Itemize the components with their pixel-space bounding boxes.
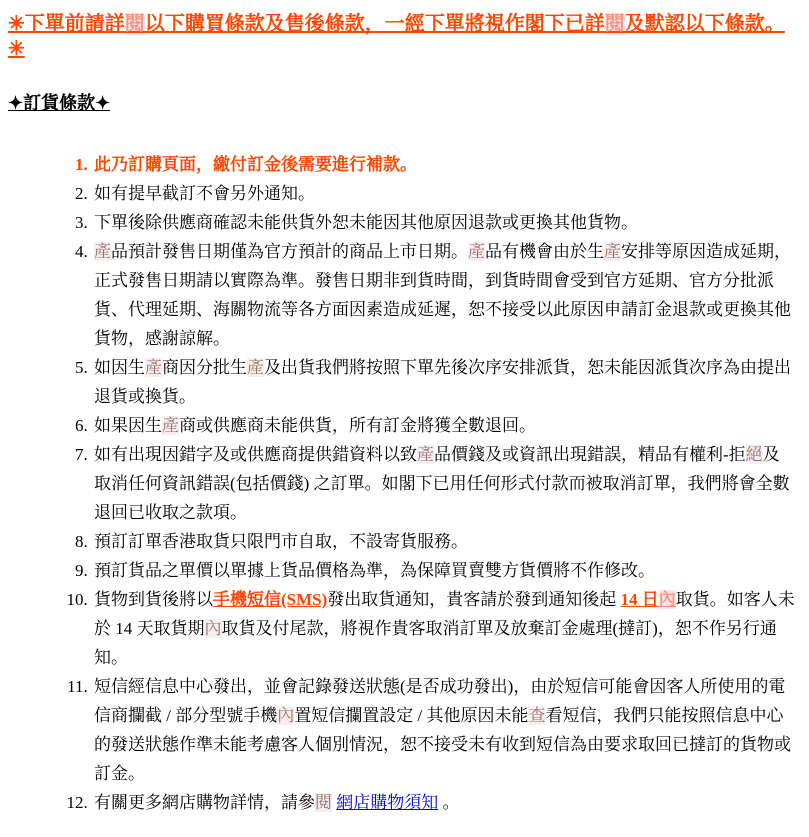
text-segment: 安排等原因造成延期，正式發售日期請以實際為準。發售日期非到貨時間，到貨時間會受到官方延期、官方分批派貨、代理延期、海關物流等各方面因素造成延遲，恕不接受以此原因申請訂金退款或更換其他貨物，感謝諒解。 xyxy=(94,242,791,348)
terms-list xyxy=(0,150,809,837)
text-segment: 如果因生 xyxy=(94,416,162,435)
text-segment: 此乃訂購頁面，繳付訂金後需要進行補款。 xyxy=(94,155,417,174)
text-segment: 內 xyxy=(277,706,295,725)
text-segment: 商因分批生 xyxy=(162,358,247,377)
terms-list-item xyxy=(92,672,795,788)
text-segment: 閱 xyxy=(315,793,332,812)
text-segment: 品價錢及或資訊出現錯誤，精品有權利-拒 xyxy=(434,445,746,464)
text-segment: 如因生 xyxy=(94,358,145,377)
text-segment: 如有提早截訂不會另外通知。 xyxy=(94,184,315,203)
text-segment: 商或供應商未能供貨，所有訂金將獲全數退回。 xyxy=(179,416,536,435)
text-segment: 及默認以下條款。✳ xyxy=(8,13,785,60)
text-segment: 手機短信(SMS) xyxy=(213,590,328,609)
text-segment: 。 xyxy=(438,793,460,812)
terms-page xyxy=(0,12,809,837)
text-segment: 內 xyxy=(658,590,676,609)
text-segment: 及出貨我們將按照下單先後次序安排派貨，恕未能因派貨次序為由提出退貨或換貨。 xyxy=(94,358,791,406)
text-segment: 閱 xyxy=(604,13,625,35)
text-segment: 下單後除供應商確認未能供貨外恕未能因其他原因退款或更換其他貨物。 xyxy=(94,213,638,232)
text-segment: 置短信攔置設定 / 其他原因未能 xyxy=(294,706,529,725)
text-segment: 14 日 xyxy=(620,590,659,609)
terms-list-item xyxy=(92,411,795,440)
text-segment: 品有機會由於生 xyxy=(485,242,604,261)
text-segment: 取貨及付尾款，將視作貴客取消訂單及放棄訂金處理(撻訂)，恕不作另行通知。 xyxy=(94,619,777,667)
text-segment: 產 xyxy=(162,416,179,435)
text-segment: 產 xyxy=(94,242,111,261)
terms-list-item xyxy=(92,237,795,353)
terms-list-item xyxy=(92,150,795,179)
text-segment: 發出取貨通知，貴客請於發到通知後起 xyxy=(327,590,621,609)
text-segment: 內 xyxy=(204,619,222,638)
text-segment: 短信經信息中心發出，並會記錄發送狀態(是否成功發出)，由於短信可能會因客人所使用的電信商攔截 / 部分型號手機 xyxy=(94,677,786,725)
terms-list-item xyxy=(92,179,795,208)
terms-list-item xyxy=(92,440,795,527)
text-segment: 產 xyxy=(468,242,485,261)
terms-list-item xyxy=(92,788,795,817)
text-segment: 產 xyxy=(145,358,162,377)
terms-list-item xyxy=(92,556,795,585)
text-segment: 絕 xyxy=(745,445,763,464)
text-segment: 以下購買條款及售後條款，一經下單將視作閣下已詳 xyxy=(144,13,605,35)
purchase-notice-heading xyxy=(8,12,801,62)
shop-terms-link[interactable]: 網店購物須知 xyxy=(336,793,439,812)
terms-list-item xyxy=(92,527,795,556)
text-segment: 如有出現因錯字及或供應商提供錯資料以致 xyxy=(94,445,417,464)
text-segment: 產 xyxy=(604,242,621,261)
text-segment: 產 xyxy=(417,445,434,464)
order-terms-heading: ✦訂貨條款✦ xyxy=(8,93,111,113)
text-segment: 預訂貨品之單價以單據上貨品價格為準，為保障買賣雙方貨價將不作修改。 xyxy=(94,561,655,580)
text-segment: 產 xyxy=(247,358,264,377)
text-segment: ✳下單前請詳 xyxy=(8,13,125,35)
terms-list-item xyxy=(92,353,795,411)
text-segment: 預訂訂單香港取貨只限門市自取，不設寄貨服務。 xyxy=(94,532,468,551)
text-segment: 及取消任何資訊錯誤(包括價錢) 之訂單。如閣下已用任何形式付款而被取消訂單，我們將會全數退回已收取之款項。 xyxy=(94,445,790,522)
terms-list-item xyxy=(92,208,795,237)
text-segment: 品預計發售日期僅為官方預計的商品上市日期。 xyxy=(111,242,468,261)
text-segment: 看短信，我們只能按照信息中心的發送狀態作準未能考慮客人個別情況，恕不接受未有收到短信為由要求取回已撻訂的貨物或訂金。 xyxy=(94,706,791,783)
text-segment: 查 xyxy=(528,706,546,725)
text-segment: 有關更多網店購物詳情，請參 xyxy=(94,793,315,812)
text-segment: 貨物到貨後將以 xyxy=(94,590,213,609)
text-segment: 取貨。如客人未於 14 天取貨期 xyxy=(94,590,795,638)
terms-list-item xyxy=(92,585,795,672)
text-segment: 閱 xyxy=(124,13,145,35)
